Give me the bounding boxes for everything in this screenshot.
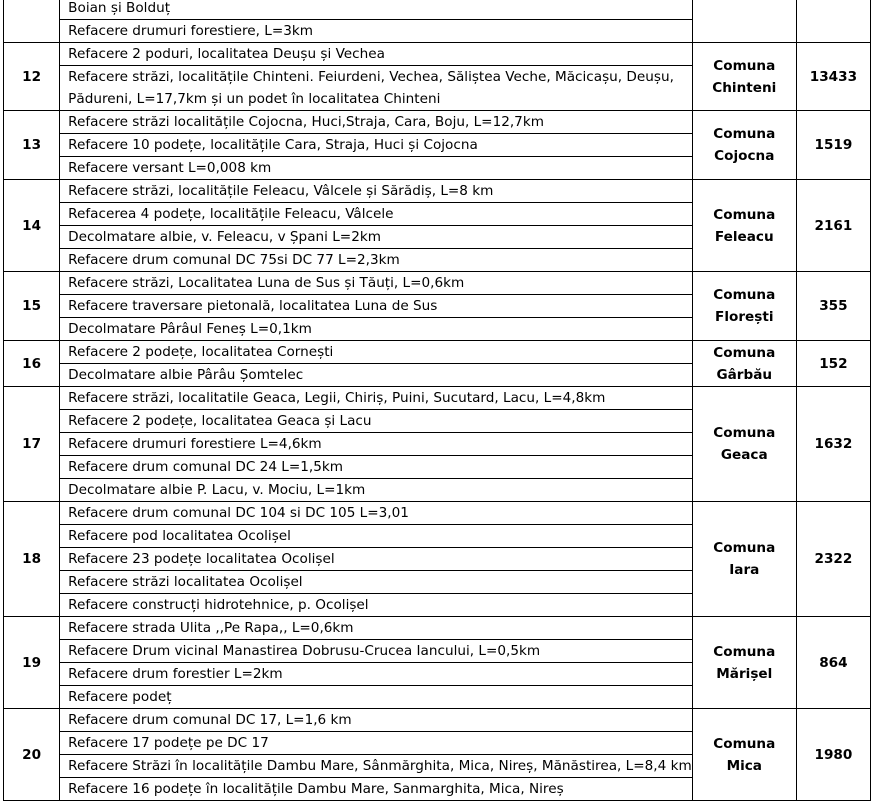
value-cell <box>796 0 870 43</box>
work-description: Decolmatare albie P. Lacu, v. Mociu, L=1km <box>60 479 693 502</box>
work-description: Refacere versant L=0,008 km <box>60 157 693 180</box>
row-number <box>4 0 60 43</box>
comuna-name: Comuna Geaca <box>692 387 796 502</box>
value-cell: 1632 <box>796 387 870 502</box>
comuna-name: Comuna Florești <box>692 272 796 341</box>
work-description: Refacere 10 podețe, localitățile Cara, Straja, Huci și Cojocna <box>60 134 693 157</box>
table-row <box>4 111 871 134</box>
work-description: Refacere 17 podețe pe DC 17 <box>60 732 693 755</box>
comuna-name: Comuna Feleacu <box>692 180 796 272</box>
work-description: Refacere drumuri forestiere L=4,6km <box>60 433 693 456</box>
row-number: 20 <box>4 709 60 801</box>
work-description: Refacere 2 podețe, localitatea Geaca și Lacu <box>60 410 693 433</box>
row-number: 17 <box>4 387 60 502</box>
work-description: Refacere 2 poduri, localitatea Deușu și Vechea <box>60 43 693 66</box>
value-cell: 1980 <box>796 709 870 801</box>
value-cell: 2322 <box>796 502 870 617</box>
work-description: Decolmatare albie Pârâu Șomtelec <box>60 364 693 387</box>
work-description: Boian și Bolduț <box>60 0 693 20</box>
work-description: Refacere drumuri forestiere, L=3km <box>60 20 693 43</box>
comuna-name: Comuna Gârbău <box>692 341 796 387</box>
work-description: Refacere 16 podețe în localitățile Dambu Mare, Sanmarghita, Mica, Nireș <box>60 778 693 801</box>
value-cell: 2161 <box>796 180 870 272</box>
comuna-name: Comuna Mărișel <box>692 617 796 709</box>
work-description: Refacere construcți hidrotehnice, p. Ocolișel <box>60 594 693 617</box>
table-row <box>4 180 871 203</box>
row-number: 16 <box>4 341 60 387</box>
work-description: Refacere străzi, localitățile Chinteni. Feiurdeni, Vechea, Săliștea Veche, Măcicașu, Deușu, Pădureni, L=17,7km și un podet în localitatea Chinteni <box>60 66 693 111</box>
row-number: 18 <box>4 502 60 617</box>
work-description: Refacere străzi localitățile Cojocna, Huci,Straja, Cara, Boju, L=12,7km <box>60 111 693 134</box>
comuna-name: Comuna Chinteni <box>692 43 796 111</box>
comuna-name: Comuna Mica <box>692 709 796 801</box>
work-description: Decolmatare Pârâul Feneș L=0,1km <box>60 318 693 341</box>
work-description: Refacere străzi localitatea Ocolișel <box>60 571 693 594</box>
value-cell: 864 <box>796 617 870 709</box>
works-table <box>3 0 871 801</box>
value-cell: 152 <box>796 341 870 387</box>
work-description: Refacerea 4 podețe, localitățile Feleacu, Vâlcele <box>60 203 693 226</box>
work-description: Refacere drum comunal DC 75si DC 77 L=2,3km <box>60 249 693 272</box>
work-description: Refacere 23 podețe localitatea Ocolișel <box>60 548 693 571</box>
work-description: Refacere drum comunal DC 24 L=1,5km <box>60 456 693 479</box>
work-description: Refacere strada Ulita ,,Pe Rapa,, L=0,6km <box>60 617 693 640</box>
table-row <box>4 617 871 640</box>
value-cell: 355 <box>796 272 870 341</box>
value-cell: 1519 <box>796 111 870 180</box>
work-description: Refacere traversare pietonală, localitatea Luna de Sus <box>60 295 693 318</box>
work-description: Decolmatare albie, v. Feleacu, v Șpani L=2km <box>60 226 693 249</box>
work-description: Refacere Străzi în localitățile Dambu Mare, Sânmărghita, Mica, Nireș, Mănăstirea, L=8,4 km <box>60 755 693 778</box>
value-cell: 13433 <box>796 43 870 111</box>
table-row <box>4 272 871 295</box>
row-number: 13 <box>4 111 60 180</box>
work-description: Refacere drum comunal DC 17, L=1,6 km <box>60 709 693 732</box>
work-description: Refacere pod localitatea Ocolișel <box>60 525 693 548</box>
table-row <box>4 43 871 66</box>
work-description: Refacere străzi, localitatile Geaca, Legii, Chiriș, Puini, Sucutard, Lacu, L=4,8km <box>60 387 693 410</box>
table-row <box>4 0 871 20</box>
table-row <box>4 502 871 525</box>
work-description: Refacere străzi, localitățile Feleacu, Vâlcele și Sărădiș, L=8 km <box>60 180 693 203</box>
work-description: Refacere podeț <box>60 686 693 709</box>
comuna-name <box>692 0 796 43</box>
row-number: 14 <box>4 180 60 272</box>
work-description: Refacere Drum vicinal Manastirea Dobrusu-Crucea Iancului, L=0,5km <box>60 640 693 663</box>
work-description: Refacere drum forestier L=2km <box>60 663 693 686</box>
row-number: 15 <box>4 272 60 341</box>
comuna-name: Comuna Iara <box>692 502 796 617</box>
table-row <box>4 709 871 732</box>
work-description: Refacere 2 podețe, localitatea Cornești <box>60 341 693 364</box>
table-row <box>4 341 871 364</box>
work-description: Refacere străzi, Localitatea Luna de Sus și Tăuți, L=0,6km <box>60 272 693 295</box>
work-description: Refacere drum comunal DC 104 si DC 105 L=3,01 <box>60 502 693 525</box>
row-number: 19 <box>4 617 60 709</box>
row-number: 12 <box>4 43 60 111</box>
comuna-name: Comuna Cojocna <box>692 111 796 180</box>
table-row <box>4 387 871 410</box>
